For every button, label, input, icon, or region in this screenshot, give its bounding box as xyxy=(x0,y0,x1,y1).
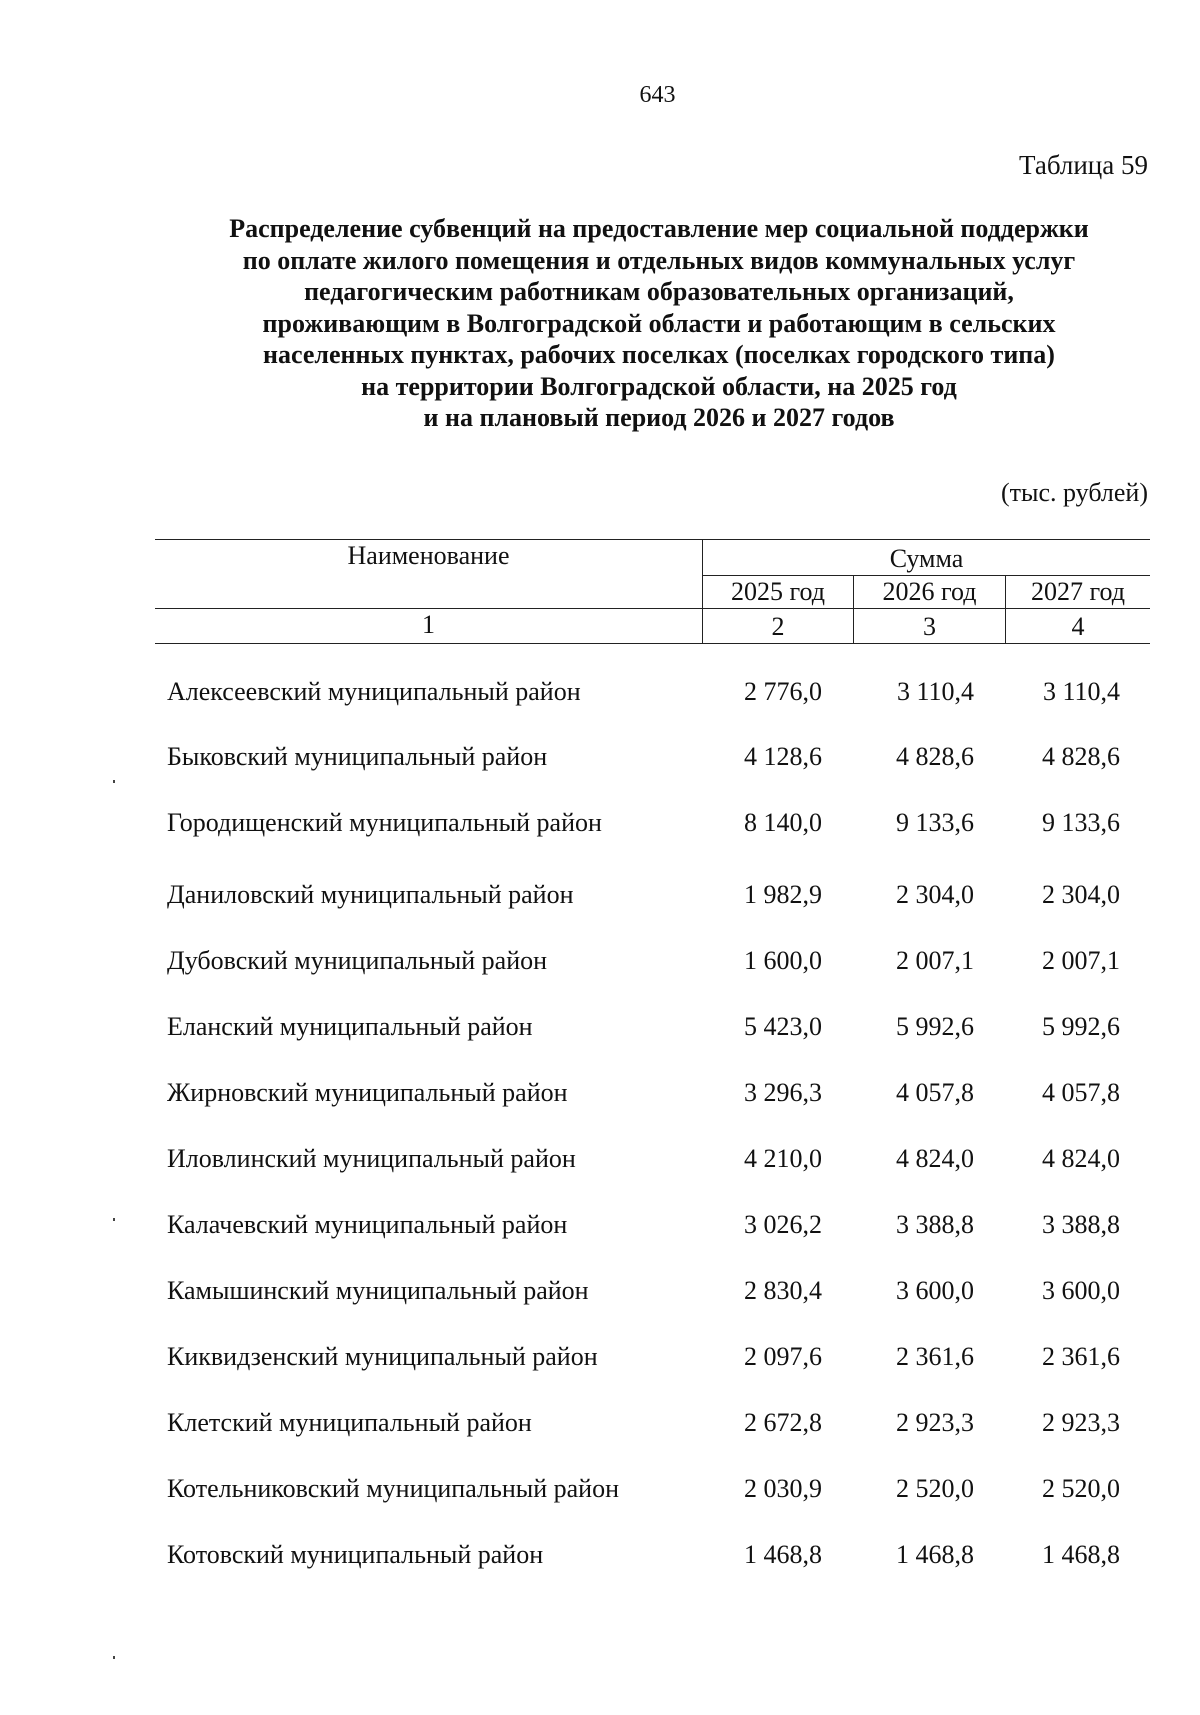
row-value-2026: 2 923,3 xyxy=(896,1408,974,1437)
row-value-2027: 1 468,8 xyxy=(1042,1540,1120,1569)
table-row xyxy=(0,1474,1200,1514)
header-sum: Сумма xyxy=(889,544,964,573)
row-name: Клетский муниципальный район xyxy=(167,1408,532,1437)
row-value-2027: 2 520,0 xyxy=(1042,1474,1120,1503)
row-value-2027: 3 388,8 xyxy=(1042,1210,1120,1239)
title-line: на территории Волгоградской области, на 2025 год xyxy=(361,371,957,401)
column-number-3: 3 xyxy=(923,612,936,641)
title-line: педагогическим работникам образовательных организаций, xyxy=(304,277,1014,306)
units-label: (тыс. рублей) xyxy=(1000,478,1148,507)
row-value-2025: 3 026,2 xyxy=(744,1210,822,1239)
scan-artifact xyxy=(113,1218,115,1221)
row-value-2026: 3 388,8 xyxy=(896,1210,974,1239)
table-row xyxy=(0,880,1200,920)
table-row xyxy=(0,1012,1200,1052)
row-value-2025: 5 423,0 xyxy=(744,1012,822,1041)
row-name: Еланский муниципальный район xyxy=(167,1012,533,1041)
header-name: Наименование xyxy=(347,541,510,570)
title-line: населенных пунктах, рабочих поселках (поселках городского типа) xyxy=(263,340,1055,369)
row-name: Даниловский муниципальный район xyxy=(167,880,574,909)
row-value-2025: 3 296,3 xyxy=(744,1078,822,1107)
row-value-2027: 4 828,6 xyxy=(1042,742,1120,771)
row-name: Калачевский муниципальный район xyxy=(167,1210,568,1239)
row-value-2026: 4 824,0 xyxy=(896,1144,974,1173)
row-value-2027: 5 992,6 xyxy=(1042,1012,1120,1041)
row-name: Котельниковский муниципальный район xyxy=(167,1474,619,1503)
row-value-2026: 2 007,1 xyxy=(896,946,974,975)
row-value-2025: 8 140,0 xyxy=(744,808,822,837)
table-row xyxy=(0,742,1200,782)
row-value-2027: 2 007,1 xyxy=(1042,946,1120,975)
row-value-2026: 2 304,0 xyxy=(896,880,974,909)
row-name: Дубовский муниципальный район xyxy=(167,946,548,975)
table-title xyxy=(150,213,1168,434)
row-value-2027: 3 110,4 xyxy=(1042,677,1120,706)
sum-under-rule xyxy=(703,575,1150,576)
row-value-2026: 4 828,6 xyxy=(896,742,974,771)
row-value-2027: 3 600,0 xyxy=(1042,1276,1120,1305)
row-value-2027: 2 923,3 xyxy=(1042,1408,1120,1437)
row-name: Котовский муниципальный район xyxy=(167,1540,544,1569)
scan-artifact xyxy=(113,1656,115,1659)
header-year-2025: 2025 год xyxy=(731,577,825,606)
table-row xyxy=(0,1276,1200,1316)
table-row xyxy=(0,1342,1200,1382)
row-value-2025: 1 600,0 xyxy=(744,946,822,975)
table-number: Таблица 59 xyxy=(1019,150,1148,180)
row-value-2027: 2 361,6 xyxy=(1042,1342,1120,1371)
row-value-2026: 2 520,0 xyxy=(896,1474,974,1503)
column-numbers-under-rule xyxy=(155,643,1150,644)
row-name: Камышинский муниципальный район xyxy=(167,1276,589,1305)
row-value-2025: 4 128,6 xyxy=(744,742,822,771)
row-name: Иловлинский муниципальный район xyxy=(167,1144,576,1173)
row-name: Быковский муниципальный район xyxy=(167,742,548,771)
table-row xyxy=(0,1210,1200,1250)
scan-artifact xyxy=(113,780,115,783)
title-line: Распределение субвенций на предоставление мер социальной поддержки xyxy=(229,214,1089,243)
table-row xyxy=(0,1540,1200,1580)
row-value-2026: 4 057,8 xyxy=(896,1078,974,1107)
row-name: Киквидзенский муниципальный район xyxy=(167,1342,598,1371)
row-name: Алексеевский муниципальный район xyxy=(167,677,581,706)
row-value-2025: 2 672,8 xyxy=(744,1408,822,1437)
row-value-2025: 1 468,8 xyxy=(744,1540,822,1569)
row-value-2025: 1 982,9 xyxy=(744,880,822,909)
page-number: 643 xyxy=(639,82,676,108)
table-row xyxy=(0,1144,1200,1184)
row-value-2027: 4 824,0 xyxy=(1042,1144,1120,1173)
table-row xyxy=(0,677,1200,717)
table-row xyxy=(0,808,1200,848)
header-year-2027: 2027 год xyxy=(1031,577,1125,606)
title-line: по оплате жилого помещения и отдельных видов коммунальных услуг xyxy=(242,245,1076,275)
column-number-1: 1 xyxy=(422,610,435,639)
row-value-2025: 2 030,9 xyxy=(744,1474,822,1503)
row-value-2027: 4 057,8 xyxy=(1042,1078,1120,1107)
header-year-2026: 2026 год xyxy=(882,577,977,606)
row-value-2025: 4 210,0 xyxy=(744,1144,822,1173)
title-line: проживающим в Волгоградской области и работающим в сельских xyxy=(262,308,1056,338)
column-number-2: 2 xyxy=(771,612,785,641)
row-name: Жирновский муниципальный район xyxy=(167,1078,568,1107)
row-value-2025: 2 097,6 xyxy=(744,1342,822,1371)
row-value-2027: 9 133,6 xyxy=(1042,808,1120,837)
row-name: Городищенский муниципальный район xyxy=(167,808,602,837)
table-row xyxy=(0,1078,1200,1118)
table-row xyxy=(0,946,1200,986)
row-value-2026: 3 600,0 xyxy=(896,1276,974,1305)
years-under-rule xyxy=(155,608,1150,609)
table-row xyxy=(0,1408,1200,1448)
header-top-rule xyxy=(155,539,1150,540)
row-value-2026: 1 468,8 xyxy=(896,1540,974,1569)
row-value-2026: 5 992,6 xyxy=(896,1012,974,1041)
row-value-2026: 2 361,6 xyxy=(896,1342,974,1371)
row-value-2025: 2 830,4 xyxy=(744,1276,822,1305)
row-value-2026: 3 110,4 xyxy=(896,677,974,706)
row-value-2027: 2 304,0 xyxy=(1042,880,1120,909)
row-value-2025: 2 776,0 xyxy=(744,677,822,706)
title-line: и на плановый период 2026 и 2027 годов xyxy=(423,403,895,432)
column-number-4: 4 xyxy=(1071,612,1085,641)
row-value-2026: 9 133,6 xyxy=(896,808,974,837)
